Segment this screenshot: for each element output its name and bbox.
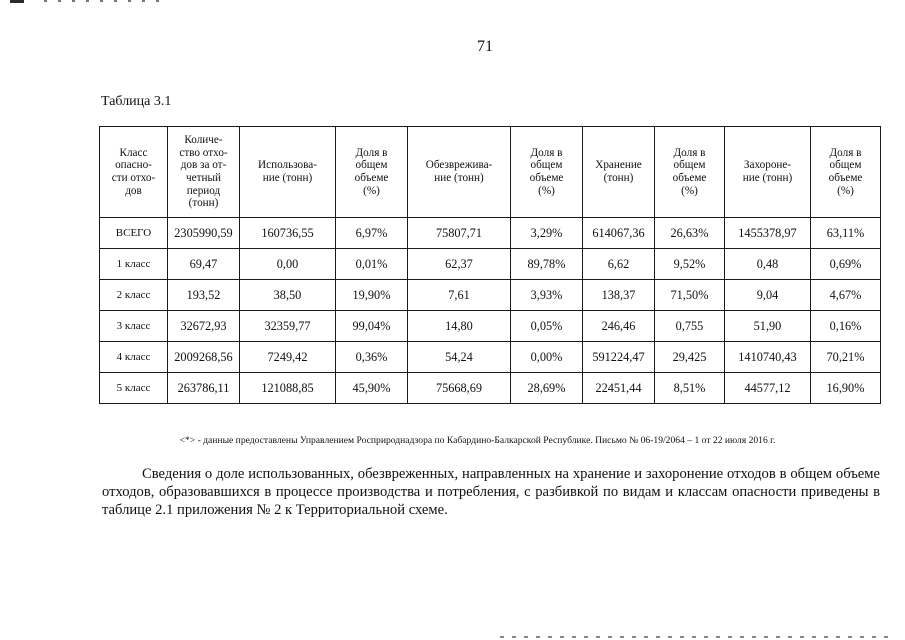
table-cell: 3 класс (100, 311, 168, 342)
table-cell: 263786,11 (168, 373, 240, 404)
table-cell: 8,51% (655, 373, 725, 404)
table-cell: 3,93% (511, 280, 583, 311)
table-cell: 7,61 (408, 280, 511, 311)
table-cell: 45,90% (336, 373, 408, 404)
scan-artifact-bottom-dots (500, 636, 895, 638)
table-cell: 2305990,59 (168, 218, 240, 249)
table-cell: 4,67% (811, 280, 881, 311)
table-cell: 6,62 (583, 249, 655, 280)
table-cell: 1 класс (100, 249, 168, 280)
table-cell: 7249,42 (240, 342, 336, 373)
table-cell: 138,37 (583, 280, 655, 311)
table-cell: 246,46 (583, 311, 655, 342)
table-cell: 75668,69 (408, 373, 511, 404)
table-cell: 160736,55 (240, 218, 336, 249)
table-cell: 54,24 (408, 342, 511, 373)
table-cell: ВСЕГО (100, 218, 168, 249)
table-cell: 0,00% (511, 342, 583, 373)
table-cell: 1455378,97 (725, 218, 811, 249)
table-cell: 193,52 (168, 280, 240, 311)
table-cell: 22451,44 (583, 373, 655, 404)
table-cell: 5 класс (100, 373, 168, 404)
waste-table (99, 126, 881, 404)
table-footnote: <*> - данные предоставлены Управлением Росприроднадзора по Кабардино-Балкарской Республике. Письмо № 06-19/2064 – 1 от 22 июля 2016 г. (179, 435, 776, 446)
page-number: 71 (477, 38, 493, 55)
table-cell: 99,04% (336, 311, 408, 342)
table-cell: 44577,12 (725, 373, 811, 404)
table-cell: 69,47 (168, 249, 240, 280)
header-utilization-share: Доля в общем объеме (%) (336, 127, 408, 218)
table-cell: 26,63% (655, 218, 725, 249)
table-cell: 89,78% (511, 249, 583, 280)
table-cell: 70,21% (811, 342, 881, 373)
table-cell: 32359,77 (240, 311, 336, 342)
table-cell: 0,00 (240, 249, 336, 280)
scan-artifact-dots (44, 0, 164, 2)
header-storage-share: Доля в общем объеме (%) (655, 127, 725, 218)
table-caption: Таблица 3.1 (101, 94, 172, 109)
table-cell: 62,37 (408, 249, 511, 280)
table-cell: 0,755 (655, 311, 725, 342)
table-cell: 16,90% (811, 373, 881, 404)
header-storage: Хранение (тонн) (583, 127, 655, 218)
table-cell: 51,90 (725, 311, 811, 342)
table-cell: 0,01% (336, 249, 408, 280)
table-cell: 121088,85 (240, 373, 336, 404)
header-hazard-class: Класс опасно- сти отхо- дов (100, 127, 168, 218)
table-cell: 9,52% (655, 249, 725, 280)
table-row (100, 249, 881, 280)
table-cell: 14,80 (408, 311, 511, 342)
table-row (100, 311, 881, 342)
table-row (100, 218, 881, 249)
table-cell: 0,05% (511, 311, 583, 342)
table-header-row (100, 127, 881, 218)
table-cell: 2009268,56 (168, 342, 240, 373)
table-row (100, 342, 881, 373)
table-cell: 2 класс (100, 280, 168, 311)
table-cell: 3,29% (511, 218, 583, 249)
table-row (100, 280, 881, 311)
table-cell: 29,425 (655, 342, 725, 373)
header-neutralization-share: Доля в общем объеме (%) (511, 127, 583, 218)
table-cell: 4 класс (100, 342, 168, 373)
table-cell: 614067,36 (583, 218, 655, 249)
table-cell: 0,16% (811, 311, 881, 342)
header-waste-amount: Количе- ство отхо- дов за от- четный период (тонн) (168, 127, 240, 218)
header-burial-share: Доля в общем объеме (%) (811, 127, 881, 218)
table-cell: 63,11% (811, 218, 881, 249)
table-cell: 32672,93 (168, 311, 240, 342)
table-row (100, 373, 881, 404)
table-cell: 71,50% (655, 280, 725, 311)
scan-artifact-mark (10, 0, 24, 3)
header-neutralization: Обезврежива- ние (тонн) (408, 127, 511, 218)
table-cell: 19,90% (336, 280, 408, 311)
table-cell: 0,69% (811, 249, 881, 280)
table-cell: 0,36% (336, 342, 408, 373)
header-burial: Захороне- ние (тонн) (725, 127, 811, 218)
table-cell: 28,69% (511, 373, 583, 404)
table-cell: 1410740,43 (725, 342, 811, 373)
table-cell: 9,04 (725, 280, 811, 311)
table-cell: 38,50 (240, 280, 336, 311)
table-cell: 75807,71 (408, 218, 511, 249)
header-utilization: Использова- ние (тонн) (240, 127, 336, 218)
table-cell: 0,48 (725, 249, 811, 280)
table-cell: 591224,47 (583, 342, 655, 373)
table-cell: 6,97% (336, 218, 408, 249)
body-paragraph: Сведения о доле использованных, обезвреженных, направленных на хранение и захоронение отходов в общем объеме отходов, образовавшихся в процессе производства и потребления, с разбивкой по видам и классам опасности приведены в таблице 2.1 приложения № 2 к Территориальной схеме. (102, 466, 880, 518)
